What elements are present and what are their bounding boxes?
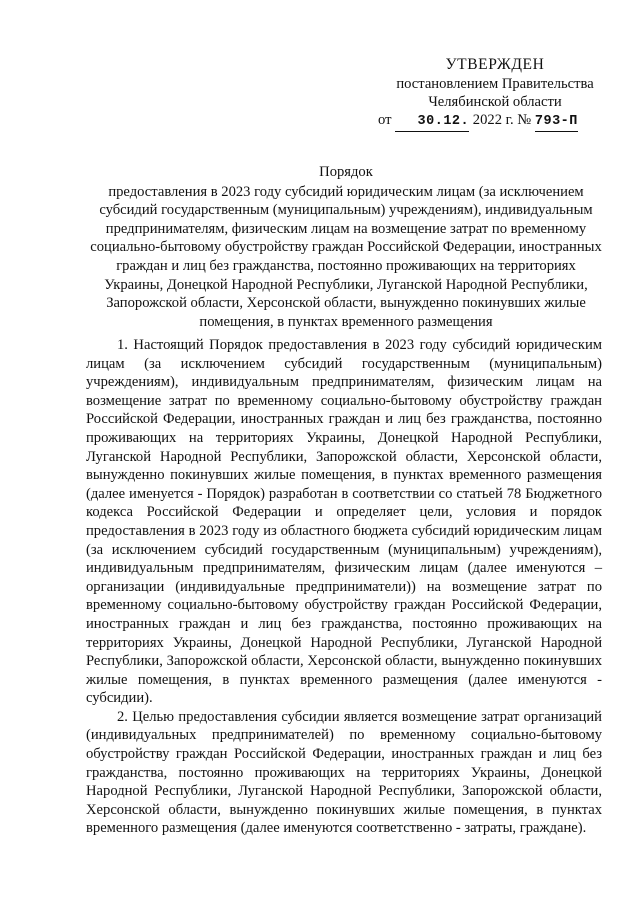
approval-date-prefix: от	[378, 112, 392, 128]
approval-line-1: постановлением Правительства	[396, 76, 594, 92]
approval-stamp-block	[370, 56, 620, 132]
paragraph-1: 1. Настоящий Порядок предоставления в 2023 году субсидий юридическим лицам (за исключением субсидий государственным (муниципальным) учреждениям), индивидуальным предпринимателям, физическим лицам на возмещение затрат по временному социально-бытовому обустройству граждан Российской Федерации, иностранных граждан и лиц без гражданства, постоянно проживающих на территориях Украины, Донецкой Народной Республики, Луганской Народной Республики, Запорожской области, Херсонской области, вынужденно покинувших жилые помещения, в пунктах временного размещения (далее именуется - Порядок) разработан в соответствии со статьей 78 Бюджетного кодекса Российской Федерации и определяет цели, условия и порядок предоставления в 2023 году из областного бюджета субсидий юридическим лицам (за исключением субсидий государственным (муниципальным) учреждениям), индивидуальным предпринимателям, физическим лицам (далее именуются – организации (индивидуальные предприниматели)) на возмещение затрат по временному социально-бытовому обустройству граждан Российской Федерации, иностранных граждан и лиц без гражданства, постоянно проживающих на территориях Украины, Донецкой Народной Республики, Луганской Народной Республики, Запорожской области, Херсонской области, вынужденно покинувших жилые помещения, в пунктах временного размещения (далее именуются - субсидии).	[86, 337, 602, 707]
approval-date-field	[395, 111, 469, 132]
approval-year: 2022 г.	[472, 112, 514, 128]
document-heading	[86, 163, 606, 331]
paragraph-2: 2. Целью предоставления субсидии является возмещение затрат организаций (индивидуальных предпринимателей) по временному социально-бытовому обустройству граждан Российской Федерации, иностранных граждан и лиц без гражданства, постоянно проживающих на территориях Украины, Донецкой Народной Республики, Луганской Народной Республики, Запорожской области, Херсонской области, вынужденно покинувших жилые помещения, в пунктах временного размещения (далее именуются соответственно - затраты, граждане).	[86, 708, 602, 837]
approval-number: 793-П	[534, 114, 578, 129]
approval-date: 30.12.	[417, 114, 470, 129]
document-subtitle: предоставления в 2023 году субсидий юридическим лицам (за исключением субсидий государственным (муниципальным) учреждениям), индивидуальным предпринимателям, физическим лицам на возмещение затрат по временному социально-бытовому обустройству граждан Российской Федерации, иностранных граждан и лиц без гражданства, постоянно проживающих на территориях Украины, Донецкой Народной Республики, Луганской Народной Республики, Запорожской области, Херсонской области, вынужденно покинувших жилые помещения, в пунктах временного размещения	[90, 183, 602, 330]
document-title: Порядок	[319, 164, 373, 180]
document-body	[86, 336, 602, 838]
approval-number-sign: №	[517, 112, 532, 128]
approval-line-2: Челябинской области	[428, 94, 562, 110]
approval-date-line	[370, 111, 620, 132]
approval-number-field	[535, 111, 578, 132]
approval-title: УТВЕРЖДЕН	[445, 56, 545, 73]
